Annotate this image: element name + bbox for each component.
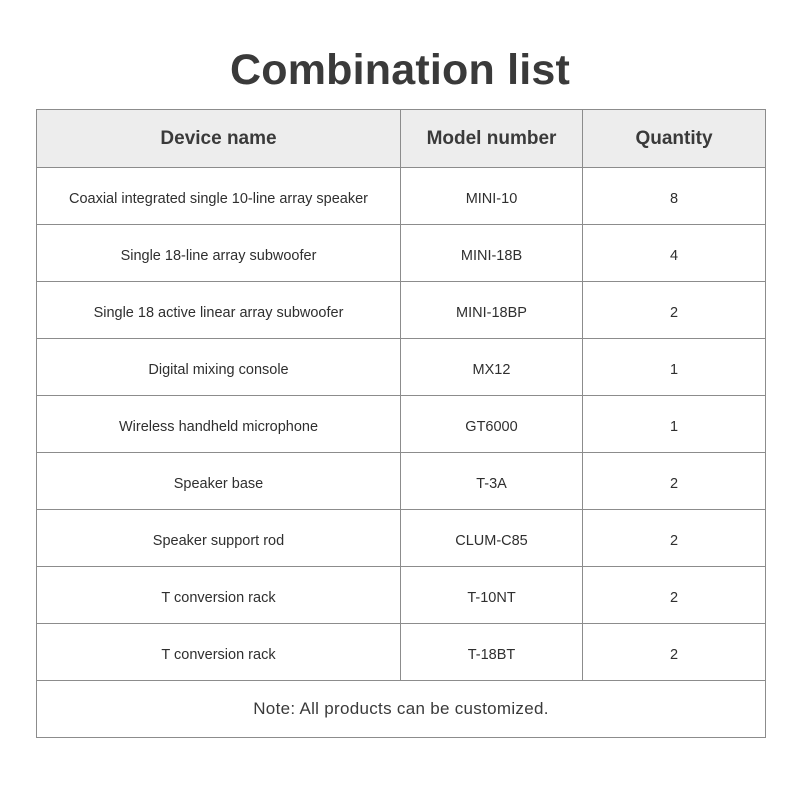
page-title: Combination list: [229, 46, 571, 94]
device-name-cell: Speaker base: [37, 453, 401, 510]
model-number-cell: GT6000: [401, 396, 583, 453]
header-model-number: Model number: [401, 110, 583, 168]
device-name-cell: Digital mixing console: [37, 339, 401, 396]
quantity-cell: 2: [583, 624, 766, 681]
model-number-cell: MINI-10: [401, 168, 583, 225]
table-row: [37, 510, 766, 567]
device-name-cell: T conversion rack: [37, 624, 401, 681]
table-row: [37, 225, 766, 282]
header-device-name: Device name: [37, 110, 401, 168]
combination-table: [36, 109, 766, 738]
device-name-cell: Wireless handheld microphone: [37, 396, 401, 453]
table-row: [37, 339, 766, 396]
quantity-cell: 2: [583, 510, 766, 567]
model-number-cell: MINI-18BP: [401, 282, 583, 339]
model-number-cell: MINI-18B: [401, 225, 583, 282]
quantity-cell: 1: [583, 396, 766, 453]
quantity-cell: 2: [583, 453, 766, 510]
quantity-cell: 2: [583, 567, 766, 624]
table-row: [37, 168, 766, 225]
model-number-cell: T-3A: [401, 453, 583, 510]
model-number-cell: MX12: [401, 339, 583, 396]
quantity-cell: 4: [583, 225, 766, 282]
device-name-cell: Single 18 active linear array subwoofer: [37, 282, 401, 339]
device-name-cell: Coaxial integrated single 10-line array speaker: [37, 168, 401, 225]
device-name-cell: Single 18-line array subwoofer: [37, 225, 401, 282]
quantity-cell: 2: [583, 282, 766, 339]
quantity-cell: 8: [583, 168, 766, 225]
device-name-cell: T conversion rack: [37, 567, 401, 624]
model-number-cell: CLUM-C85: [401, 510, 583, 567]
model-number-cell: T-18BT: [401, 624, 583, 681]
table-row: [37, 453, 766, 510]
table-row: [37, 624, 766, 681]
model-number-cell: T-10NT: [401, 567, 583, 624]
table-row: [37, 567, 766, 624]
table-row: [37, 396, 766, 453]
header-quantity: Quantity: [583, 110, 766, 168]
quantity-cell: 1: [583, 339, 766, 396]
table-header-row: [37, 110, 766, 168]
device-name-cell: Speaker support rod: [37, 510, 401, 567]
customization-note: Note: All products can be customized.: [37, 681, 766, 738]
table-note-row: [37, 681, 766, 738]
table-row: [37, 282, 766, 339]
